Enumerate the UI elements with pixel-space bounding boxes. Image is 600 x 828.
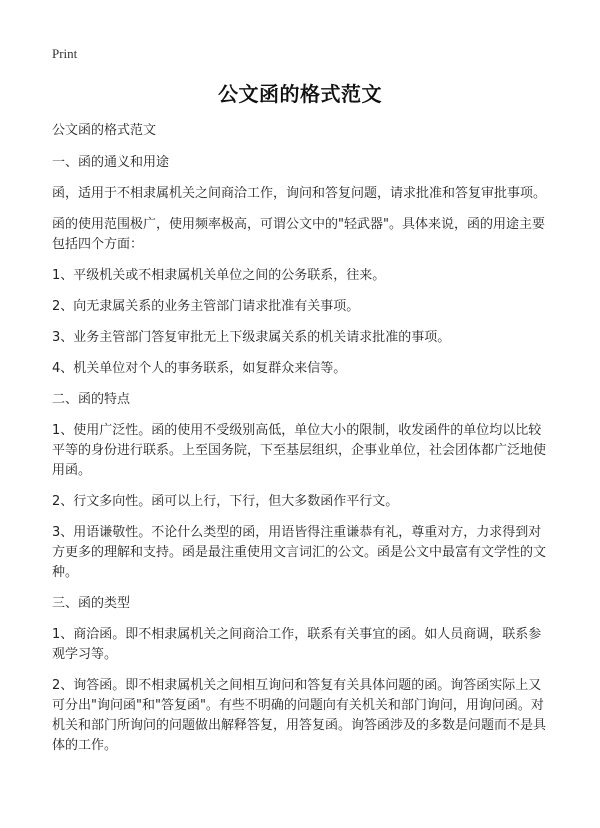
list-item: 2、向无隶属关系的业务主管部门请求批准有关事项。 <box>52 299 360 314</box>
document-body <box>52 121 552 767</box>
list-item: 1、使用广泛性。函的使用不受级别高低，单位大小的限制，收发函件的单位均以比较平等的身份进行联系。上至国务院，下至基层组织，企事业单位，社会团体都广泛地使用函。 <box>52 423 547 478</box>
list-item: 1、商洽函。即不相隶属机关之间商洽工作，联系有关事宜的函。如人员商调，联系参观学习等。 <box>52 627 542 662</box>
section-heading: 三、函的类型 <box>52 596 131 611</box>
list-item: 4、机关单位对个人的事务联系，如复群众来信等。 <box>52 361 347 376</box>
document-title: 公文函的格式范文 <box>218 82 382 106</box>
list-item: 3、用语谦敬性。不论什么类型的函，用语皆得注重谦恭有礼，尊重对方，力求得到对方更多的理解和支持。函是最注重使用文言词汇的公文。函是公文中最富有文学性的文种。 <box>52 525 547 580</box>
document-subtitle: 公文函的格式范文 <box>52 123 157 138</box>
list-item: 1、平级机关或不相隶属机关单位之间的公务联系，往来。 <box>52 268 386 283</box>
list-item: 2、行文多向性。函可以上行，下行，但大多数函作平行文。 <box>52 494 399 509</box>
section-heading: 一、函的通义和用途 <box>52 155 170 170</box>
paragraph: 函的使用范围极广，使用频率极高，可谓公文中的"轻武器"。具体来说，函的用途主要包括四个方面： <box>52 217 545 252</box>
list-item: 3、业务主管部门答复审批无上下级隶属关系的机关请求批准的事项。 <box>52 330 451 345</box>
section-heading: 二、函的特点 <box>52 392 131 407</box>
print-link[interactable]: Print <box>52 46 78 61</box>
paragraph: 函，适用于不相隶属机关之间商洽工作，询问和答复问题，请求批准和答复审批事项。 <box>52 186 547 201</box>
list-item: 2、询答函。即不相隶属机关之间相互询问和答复有关具体问题的函。询答函实际上又可分出"询问函"和"答复函"。有些不明确的问题向有关机关和部门询问，用询问函。对机关和部门所询问的问题做出解释答复，用答复函。询答函涉及的多数是问题而不是具体的工作。 <box>52 678 547 753</box>
